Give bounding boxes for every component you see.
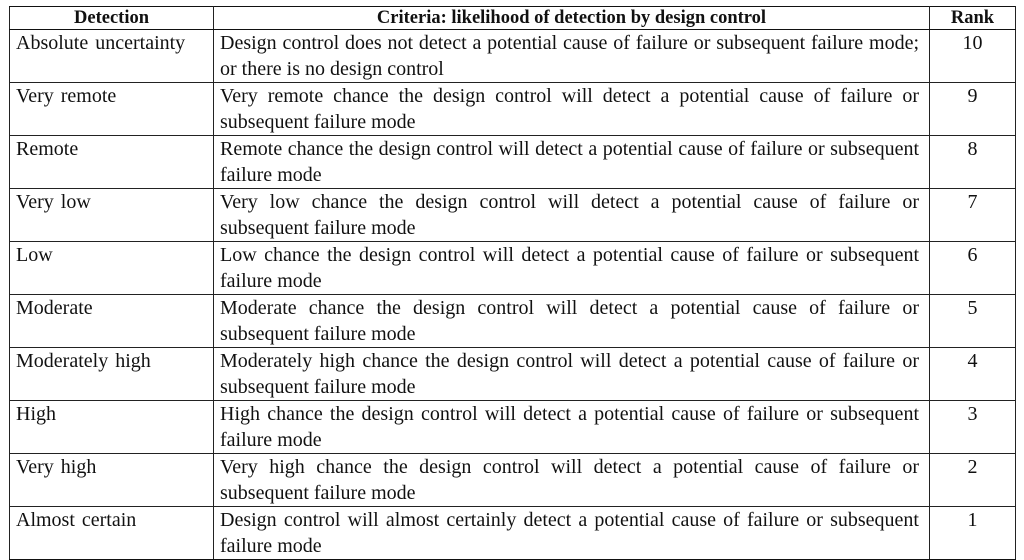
rank-cell: 1 [930, 507, 1016, 560]
rank-cell: 4 [930, 348, 1016, 401]
detection-cell: Very high [10, 454, 214, 507]
criteria-cell: Very low chance the design control will detect a potential cause of failure or subsequent failure mode [214, 189, 930, 242]
detection-cell: High [10, 401, 214, 454]
detection-cell: Very low [10, 189, 214, 242]
table-row [10, 507, 1016, 560]
rank-cell: 5 [930, 295, 1016, 348]
rank-cell: 10 [930, 30, 1016, 83]
criteria-cell: Remote chance the design control will detect a potential cause of failure or subsequent failure mode [214, 136, 930, 189]
criteria-cell: Design control does not detect a potential cause of failure or subsequent failure mode; or there is no design control [214, 30, 930, 83]
table-row [10, 295, 1016, 348]
header-row [10, 7, 1016, 30]
detection-rating-table [9, 6, 1016, 560]
table-row [10, 401, 1016, 454]
detection-cell: Remote [10, 136, 214, 189]
table-row [10, 348, 1016, 401]
detection-cell: Very remote [10, 83, 214, 136]
table-row [10, 189, 1016, 242]
table-body [10, 30, 1016, 560]
header-criteria: Criteria: likelihood of detection by design control [214, 7, 930, 30]
table-header [10, 7, 1016, 30]
criteria-cell: Very remote chance the design control will detect a potential cause of failure or subsequent failure mode [214, 83, 930, 136]
criteria-cell: High chance the design control will detect a potential cause of failure or subsequent failure mode [214, 401, 930, 454]
rank-cell: 6 [930, 242, 1016, 295]
criteria-cell: Moderately high chance the design control will detect a potential cause of failure or subsequent failure mode [214, 348, 930, 401]
table-row [10, 83, 1016, 136]
detection-cell: Almost certain [10, 507, 214, 560]
header-rank: Rank [930, 7, 1016, 30]
rank-cell: 2 [930, 454, 1016, 507]
rank-cell: 8 [930, 136, 1016, 189]
table-row [10, 136, 1016, 189]
rank-cell: 9 [930, 83, 1016, 136]
detection-cell: Absolute uncertainty [10, 30, 214, 83]
rank-cell: 7 [930, 189, 1016, 242]
detection-cell: Moderate [10, 295, 214, 348]
header-detection: Detection [10, 7, 214, 30]
detection-rating-table-container [9, 6, 1015, 557]
detection-cell: Low [10, 242, 214, 295]
table-row [10, 30, 1016, 83]
table-row [10, 242, 1016, 295]
criteria-cell: Low chance the design control will detect a potential cause of failure or subsequent failure mode [214, 242, 930, 295]
criteria-cell: Very high chance the design control will detect a potential cause of failure or subsequent failure mode [214, 454, 930, 507]
criteria-cell: Design control will almost certainly detect a potential cause of failure or subsequent failure mode [214, 507, 930, 560]
detection-cell: Moderately high [10, 348, 214, 401]
rank-cell: 3 [930, 401, 1016, 454]
criteria-cell: Moderate chance the design control will detect a potential cause of failure or subsequent failure mode [214, 295, 930, 348]
table-row [10, 454, 1016, 507]
